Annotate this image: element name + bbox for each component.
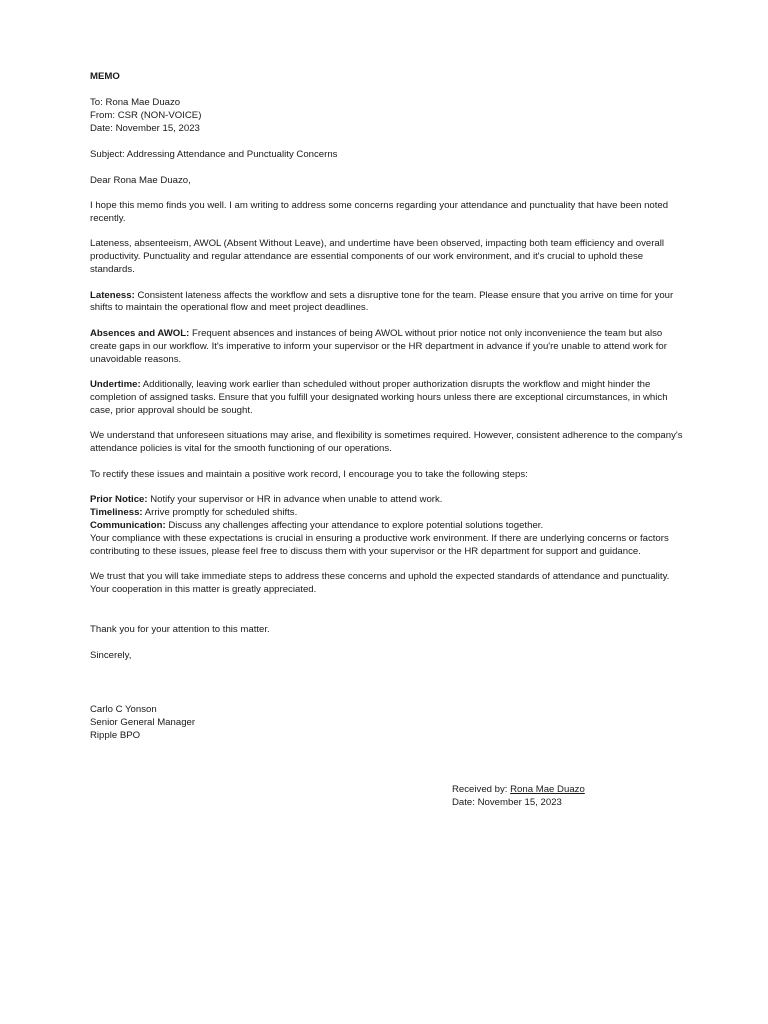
memo-title: MEMO: [90, 71, 120, 82]
received-block: [452, 784, 585, 810]
signer-name: Carlo C Yonson: [90, 704, 157, 715]
received-by-line: [452, 784, 585, 797]
signature-block: [90, 704, 195, 742]
absences-text: Frequent absences and instances of being AWOL without prior notice not only inconvenience the team but also create gaps in our workflow. It's imperative to inform your supervisor or the HR department in advance if you're unable to attend work for unavoidable reasons.: [90, 327, 667, 365]
steps-intro-paragraph: To rectify these issues and maintain a positive work record, I encourage you to take the following steps:: [90, 468, 528, 480]
observation-paragraph: Lateness, absenteeism, AWOL (Absent Without Leave), and undertime have been observed, impacting both team efficiency and overall productivity. Punctuality and regular attendance are essential components of our work environment, and it's crucial to uphold these standards.: [90, 238, 664, 275]
prior-notice-item: [90, 494, 686, 507]
undertime-label: Undertime:: [90, 379, 141, 391]
timeliness-label: Timeliness:: [90, 507, 143, 519]
absences-label: Absences and AWOL:: [90, 327, 190, 339]
compliance-paragraph: Your compliance with these expectations is crucial in ensuring a productive work environment. If there are underlying concerns or factors contributing to these issues, please feel free to discuss them with your supervisor or the HR department for support and guidance.: [90, 532, 669, 557]
memo-signoff: [90, 624, 270, 675]
memo-header: [90, 97, 201, 135]
received-name: Rona Mae Duazo: [510, 784, 585, 795]
received-date: Date: November 15, 2023: [452, 796, 562, 808]
signer-company: Ripple BPO: [90, 729, 141, 741]
memo-from: From: CSR (NON-VOICE): [90, 109, 202, 121]
communication-item: [90, 520, 686, 533]
intro-paragraph: I hope this memo finds you well. I am writing to address some concerns regarding your attendance and punctuality that have been noted recently.: [90, 200, 669, 224]
lateness-paragraph: [90, 290, 686, 316]
memo-date: Date: November 15, 2023: [90, 122, 200, 134]
memo-subject: Subject: Addressing Attendance and Punctuality Concerns: [90, 149, 338, 160]
closing-line: Sincerely,: [90, 649, 132, 661]
timeliness-item: [90, 507, 686, 520]
prior-notice-label: Prior Notice:: [90, 494, 148, 506]
memo-to: To: Rona Mae Duazo: [90, 97, 181, 108]
memo-body: [90, 200, 686, 610]
undertime-text: Additionally, leaving work earlier than scheduled without proper authorization disrupts the workflow and might hinder the completion of assigned tasks. Ensure that you fulfill your designated working hours unless there are exceptional circumstances, in which case, prior approval should be sought.: [90, 379, 668, 416]
lateness-text: Consistent lateness affects the workflow and sets a disruptive tone for the team. Please ensure that you arrive on time for your shifts to maintain the operational flow and meet project deadlines.: [90, 289, 674, 314]
prior-notice-text: Notify your supervisor or HR in advance when unable to attend work.: [147, 494, 443, 506]
signer-title: Senior General Manager: [90, 716, 196, 728]
communication-text: Discuss any challenges affecting your attendance to explore potential solutions together.: [165, 519, 544, 531]
understanding-paragraph: We understand that unforeseen situations may arise, and flexibility is sometimes required. However, consistent adherence to the company's attendance policies is vital for the smooth functioning of our operations.: [90, 430, 683, 455]
memo-salutation: Dear Rona Mae Duazo,: [90, 175, 191, 186]
timeliness-text: Arrive promptly for scheduled shifts.: [142, 507, 298, 519]
communication-label: Communication:: [90, 519, 166, 531]
received-label: Received by:: [452, 784, 511, 795]
absences-paragraph: [90, 328, 686, 366]
thanks-line: Thank you for your attention to this matter.: [90, 624, 270, 635]
lateness-label: Lateness:: [90, 289, 135, 301]
trust-paragraph: We trust that you will take immediate steps to address these concerns and uphold the expected standards of attendance and punctuality. Your cooperation in this matter is greatly appreciated.: [90, 571, 670, 595]
undertime-paragraph: [90, 379, 686, 417]
